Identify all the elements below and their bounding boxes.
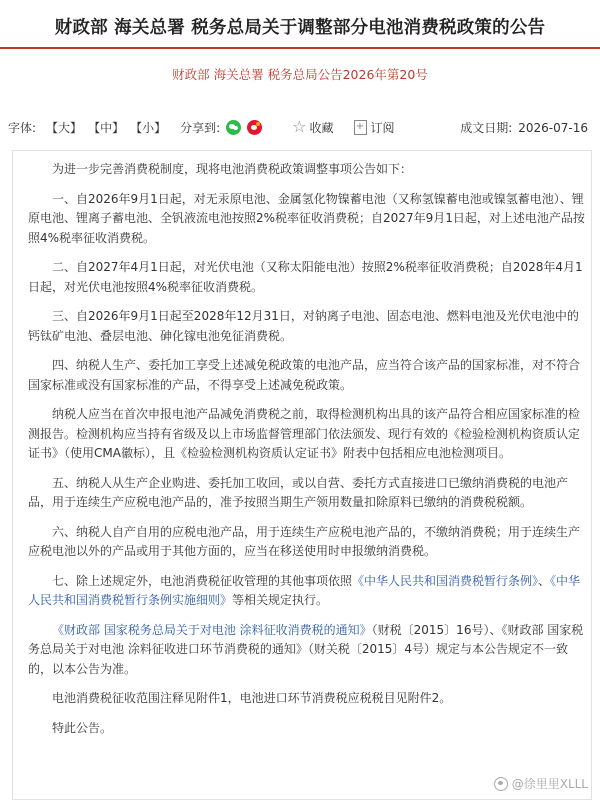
paragraph-9-post: （财税〔2015〕16号）、《财政部 国家税务总局关于对电池 涂料征收进口环节消费税的通知》（财关税〔2015〕4号）规定与本公告规定不一致的，以本公告为准。 — [28, 622, 584, 676]
font-size-label: 字体: — [8, 120, 37, 135]
weibo-share-icon[interactable] — [247, 120, 262, 135]
font-small-button[interactable]: 【小】 — [130, 120, 167, 135]
battery-coating-notice-link[interactable]: 《财政部 国家税务总局关于对电池 涂料征收消费税的通知》 — [52, 622, 372, 637]
paragraph-3: 三、自2026年9月1日起至2028年12月31日，对钠离子电池、固态电池、燃料电池及光伏电池中的钙钛矿电池、叠层电池、砷化镓电池免征消费税。 — [28, 309, 579, 343]
issue-date-value: 2026-07-16 — [518, 120, 588, 135]
article-body — [28, 160, 588, 748]
star-icon: ☆ — [292, 117, 307, 136]
subscribe-label: 订阅 — [370, 120, 395, 135]
paragraph-9 — [28, 621, 588, 680]
document-number: 财政部 海关总署 税务总局公告2026年第20号 — [172, 67, 428, 82]
wechat-share-icon[interactable] — [226, 120, 241, 135]
paragraph-2: 二、自2027年4月1日起，对光伏电池（又称太阳能电池）按照2%税率征收消费税；自2028年4月1日起，对光伏电池按照4%税率征收消费税。 — [28, 260, 583, 294]
page-title: 财政部 海关总署 税务总局关于调整部分电池消费税政策的公告 — [54, 18, 546, 38]
paragraph-6: 五、纳税人从生产企业购进、委托加工收回，或以自营、委托方式直接进口已缴纳消费税的电池产品，用于连续生产应税电池产品的，准予按照当期生产领用数量扣除原料已缴纳的消费税税额。 — [28, 475, 569, 509]
share-label: 分享到: — [180, 120, 221, 135]
font-large-button[interactable]: 【大】 — [46, 120, 83, 135]
watermark-text: @徐里里XLLL — [511, 777, 588, 791]
watermark — [494, 775, 588, 792]
paragraph-7: 六、纳税人自产自用的应税电池产品，用于连续生产应税电池产品的，不缴纳消费税；用于连续生产应税电池以外的产品或用于其他方面的，应当在移送使用时申报缴纳消费税。 — [28, 524, 581, 558]
consumption-tax-rules-link[interactable]: 《中华人民共和国消费税暂行条例实施细则》 — [28, 573, 581, 607]
issue-date — [460, 119, 588, 136]
paragraph-8-pre: 七、除上述规定外，电池消费税征收管理的其他事项依照 — [52, 573, 353, 588]
title-divider — [0, 47, 600, 49]
favorite-button[interactable] — [292, 119, 333, 136]
article-toolbar — [8, 117, 592, 137]
issue-date-label: 成文日期: — [460, 120, 513, 135]
paragraph-8-mid: 、 — [538, 573, 551, 588]
paragraph-8-post: 等相关规定执行。 — [232, 593, 329, 607]
subscribe-button[interactable] — [354, 119, 395, 136]
paragraph-intro: 为进一步完善消费税制度，现将电池消费税政策调整事项公告如下： — [52, 162, 413, 176]
paragraph-1: 一、自2026年9月1日起，对无汞原电池、金属氢化物镍蓄电池（又称氢镍蓄电池或镍氢蓄电池）、锂原电池、锂离子蓄电池、全钒液流电池按照2%税率征收消费税；自2027年9月1日起，对上述电池产品按照4%税率征收消费税。 — [28, 191, 585, 245]
subscribe-icon: + — [354, 120, 367, 135]
paragraph-5: 纳税人应当在首次申报电池产品减免消费税之前，取得检测机构出具的该产品符合相应国家标准的检测报告。检测机构应当持有省级及以上市场监督管理部门依法颁发、现行有效的《检验检测机构资质认定证书》（使用CMA徽标），且《检验检测机构资质认定证书》附表中包括相应电池检测项目。 — [28, 407, 581, 460]
paragraph-closing: 特此公告。 — [52, 720, 113, 735]
consumption-tax-regulation-link[interactable]: 《中华人民共和国消费税暂行条例》 — [352, 573, 539, 588]
paragraph-4: 四、纳税人生产、委托加工享受上述减免税政策的电池产品，应当符合该产品的国家标准，对不符合国家标准或没有国家标准的产品，不得享受上述减免税政策。 — [28, 358, 581, 392]
paragraph-8 — [28, 572, 588, 611]
weibo-watermark-icon — [494, 777, 508, 791]
paragraph-10: 电池消费税征收范围注释见附件1，电池进口环节消费税应税税目见附件2。 — [52, 691, 452, 705]
favorite-label: 收藏 — [309, 120, 334, 135]
font-medium-button[interactable]: 【中】 — [88, 120, 125, 135]
